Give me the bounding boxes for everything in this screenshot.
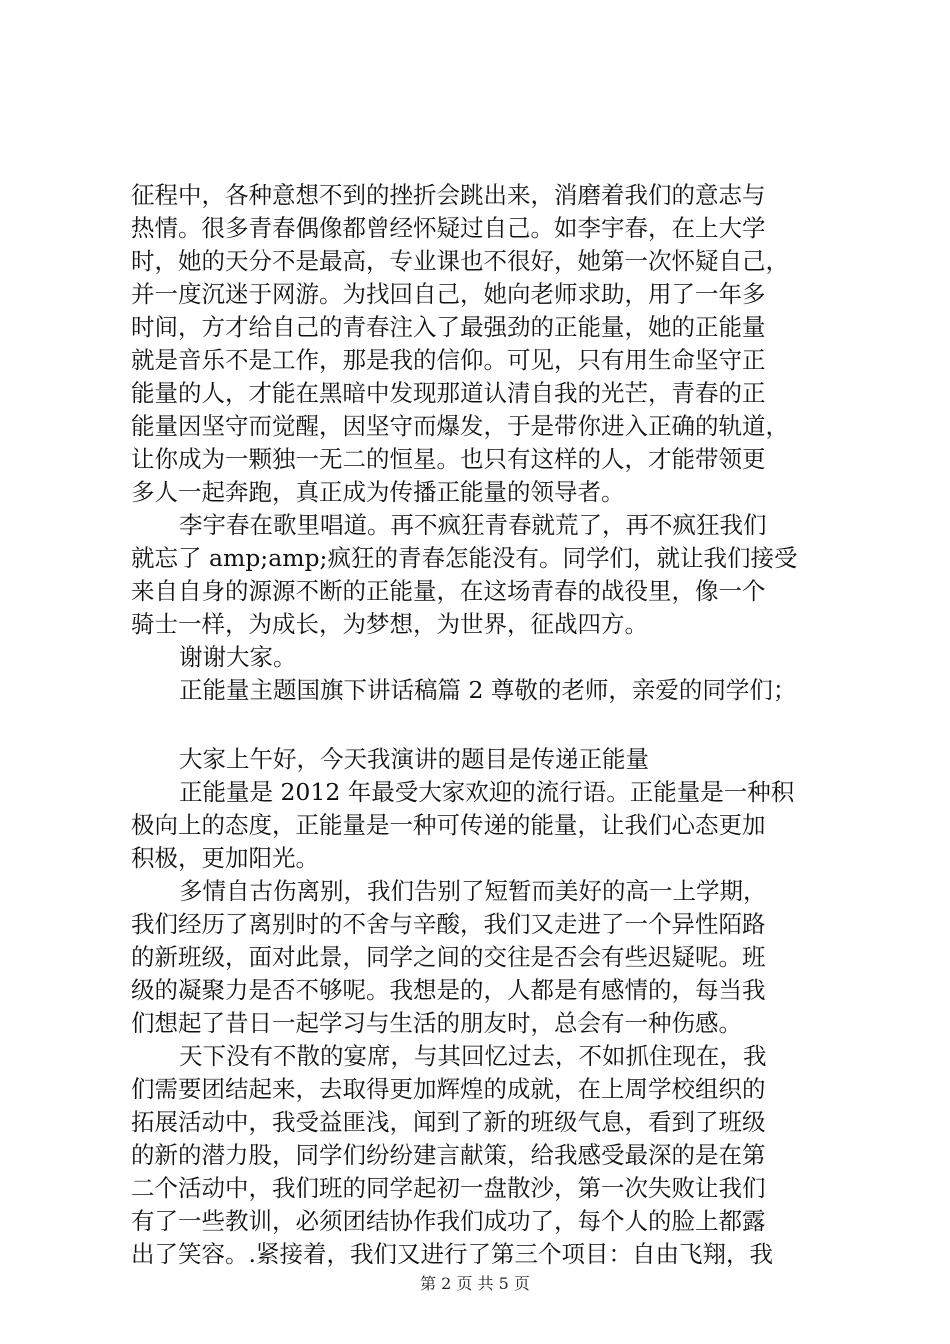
text-line: 有了一些教训，必须团结协作我们成功了，每个人的脸上都露 [131, 1207, 766, 1235]
text-line: 并一度沉迷于网游。为找回自己，她向老师求助，用了一年多 [131, 280, 766, 308]
text-line: 们想起了昔日一起学习与生活的朋友时，总会有一种伤感。 [131, 1009, 742, 1037]
text-line: 出了笑容。.紧接着，我们又进行了第三个项目：自由飞翔，我 [131, 1240, 773, 1268]
text-line: 征程中，各种意想不到的挫折会跳出来，消磨着我们的意志与 [131, 181, 766, 209]
text-line: 的新班级，面对此景，同学之间的交往是否会有些迟疑呢。班 [131, 943, 766, 971]
text-line: 级的凝聚力是否不够呢。我想是的，人都是有感情的，每当我 [131, 976, 766, 1004]
text-line: 我们经历了离别时的不舍与辛酸，我们又走进了一个异性陌路 [131, 910, 766, 938]
text-line: 正能量主题国旗下讲话稿篇 2 尊敬的老师，亲爱的同学们； [179, 676, 797, 704]
text-line: 就忘了 amp;amp;疯狂的青春怎能没有。同学们，就让我们接受 [131, 544, 798, 572]
text-line: 拓展活动中，我受益匪浅，闻到了新的班级气息，看到了班级 [131, 1108, 766, 1136]
text-line: 二个活动中，我们班的同学起初一盘散沙，第一次失败让我们 [131, 1174, 766, 1202]
text-line: 时间，方才给自己的青春注入了最强劲的正能量，她的正能量 [131, 313, 766, 341]
text-line: 极向上的态度，正能量是一种可传递的能量，让我们心态更加 [131, 811, 766, 839]
text-line: 正能量是 2012 年最受大家欢迎的流行语。正能量是一种积 [179, 778, 795, 806]
text-line: 们需要团结起来，去取得更加辉煌的成就，在上周学校组织的 [131, 1075, 766, 1103]
text-line: 多人一起奔跑，真正成为传播正能量的领导者。 [131, 478, 625, 506]
text-line: 天下没有不散的宴席，与其回忆过去，不如抓住现在，我 [179, 1042, 767, 1070]
text-line: 积极，更加阳光。 [131, 844, 319, 872]
text-line: 大家上午好，今天我演讲的题目是传递正能量 [179, 745, 649, 773]
text-line: 让你成为一颗独一无二的恒星。也只有这样的人，才能带领更 [131, 445, 766, 473]
page-footer: 第 2 页 共 5 页 [420, 1274, 530, 1293]
text-line: 能量因坚守而觉醒，因坚守而爆发，于是带你进入正确的轨道， [131, 412, 789, 440]
text-line: 多情自古伤离别，我们告别了短暂而美好的高一上学期， [179, 877, 767, 905]
text-line: 能量的人，才能在黑暗中发现那道认清自我的光芒，青春的正 [131, 379, 766, 407]
text-line: 时，她的天分不是最高，专业课也不很好，她第一次怀疑自己， [131, 247, 789, 275]
text-line: 来自自身的源源不断的正能量，在这场青春的战役里，像一个 [131, 577, 766, 605]
text-line: 谢谢大家。 [179, 643, 297, 671]
text-line: 李宇春在歌里唱道。再不疯狂青春就荒了，再不疯狂我们 [179, 511, 767, 539]
text-line: 的新的潜力股，同学们纷纷建言献策，给我感受最深的是在第 [131, 1141, 766, 1169]
text-line: 骑士一样，为成长，为梦想，为世界，征战四方。 [131, 610, 648, 638]
text-line: 热情。很多青春偶像都曾经怀疑过自己。如李宇春，在上大学 [131, 214, 766, 242]
text-line: 就是音乐不是工作，那是我的信仰。可见，只有用生命坚守正 [131, 346, 766, 374]
body-text [131, 179, 831, 1271]
